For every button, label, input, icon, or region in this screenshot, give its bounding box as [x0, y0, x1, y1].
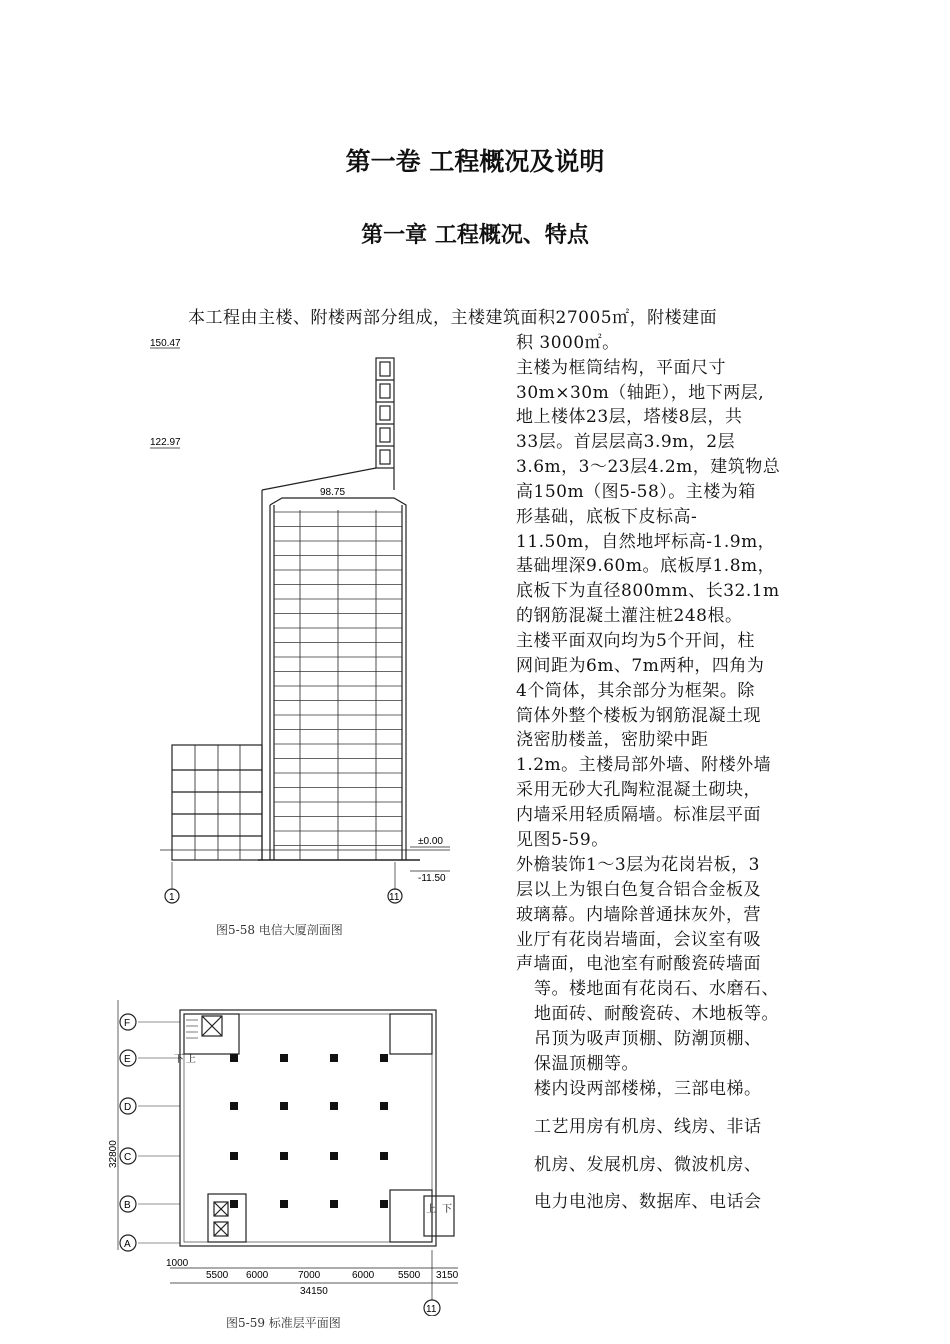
row-axis-label: E	[124, 1054, 131, 1065]
column-mark	[230, 1054, 238, 1062]
text-line: 工艺用房有机房、线房、非话	[534, 1117, 762, 1137]
axis-label: 11	[389, 892, 400, 903]
column-mark	[330, 1102, 338, 1110]
column-mark	[330, 1054, 338, 1062]
stair-label: 下	[442, 1204, 452, 1215]
text-line: 筒体外整个楼板为钢筋混凝土现	[516, 706, 761, 726]
column-mark	[280, 1054, 288, 1062]
text-line: 等。楼地面有花岗石、水磨石、	[534, 979, 779, 999]
text-line: 33层。首层层高3.9m，2层	[516, 432, 736, 452]
text-line: 地面砖、耐酸瓷砖、木地板等。	[534, 1004, 779, 1024]
text-line: 积 3000㎡。	[516, 333, 620, 353]
dimension-label: 3150	[436, 1270, 459, 1281]
text-line: 主楼为框筒结构，平面尺寸	[516, 358, 726, 378]
text-line: 机房、发展机房、微波机房、	[534, 1155, 762, 1175]
text-line: 保温顶棚等。	[534, 1054, 639, 1074]
column-mark	[330, 1152, 338, 1160]
text-line: 见图5-59。	[516, 830, 609, 850]
text-line: 采用无砂大孔陶粒混凝土砌块，	[516, 780, 761, 800]
dimension-label: 6000	[352, 1270, 375, 1281]
text-line: 1.2m。主楼局部外墙、附楼外墙	[516, 755, 772, 775]
row-axis-label: F	[124, 1018, 131, 1029]
column-mark	[230, 1152, 238, 1160]
text-line: 基础埋深9.60m。底板厚1.8m，	[516, 556, 776, 576]
text-line: 层以上为银白色复合铝合金板及	[516, 880, 761, 900]
dimension-label: 5500	[206, 1270, 229, 1281]
column-mark	[230, 1200, 238, 1208]
column-mark	[380, 1054, 388, 1062]
dimension-label: 34150	[300, 1286, 328, 1297]
column-mark	[280, 1102, 288, 1110]
text-line: 4个筒体，其余部分为框架。除	[516, 681, 755, 701]
text-line: 30m×30m（轴距），地下两层,	[516, 383, 765, 403]
axis-label: 1	[169, 892, 175, 903]
text-line: 本工程由主楼、附楼两部分组成，主楼建筑面积27005㎡，附楼建面	[188, 308, 718, 328]
text-line: 形基础，底板下皮标高-	[516, 507, 698, 527]
figure-caption: 图5-58 电信大厦剖面图	[216, 923, 343, 937]
text-line: 楼内设两部楼梯，三部电梯。	[534, 1079, 762, 1099]
text-line: 玻璃幕。内墙除普通抹灰外，营	[516, 905, 761, 925]
column-mark	[330, 1200, 338, 1208]
text-line: 外檐装饰1～3层为花岗岩板，3	[516, 855, 760, 875]
stair-label: 上	[186, 1054, 196, 1065]
column-mark	[230, 1102, 238, 1110]
dimension-label: 5500	[398, 1270, 421, 1281]
column-mark	[380, 1200, 388, 1208]
row-axis-label: A	[124, 1239, 131, 1250]
dimension-label: 7000	[298, 1270, 321, 1281]
text-line: 地上楼体23层，塔楼8层，共	[516, 407, 743, 427]
text-line: 网间距为6m、7m两种，四角为	[516, 656, 765, 676]
row-axis-label: B	[124, 1200, 131, 1211]
elevation-label: ±0.00	[418, 836, 443, 847]
text-line: 吊顶为吸声顶棚、防潮顶棚、	[534, 1029, 762, 1049]
building-section-drawing	[150, 330, 510, 910]
stair-label: 上	[426, 1204, 436, 1215]
elevation-label: 98.75	[320, 487, 346, 498]
row-axis-label: C	[124, 1152, 132, 1163]
text-line: 内墙采用轻质隔墙。标准层平面	[516, 805, 761, 825]
column-mark	[280, 1200, 288, 1208]
dimension-label: 1000	[166, 1258, 189, 1269]
dimension-label: 32800	[108, 1140, 119, 1168]
text-line: 电力电池房、数据库、电话会	[534, 1192, 762, 1212]
chapter-title: 第一章 工程概况、特点	[361, 223, 589, 248]
row-axis-label: D	[124, 1102, 132, 1113]
elevation-label: 122.97	[150, 437, 181, 448]
dimension-label: 6000	[246, 1270, 269, 1281]
text-line: 主楼平面双向均为5个开间，柱	[516, 631, 755, 651]
column-mark	[280, 1152, 288, 1160]
column-mark	[380, 1152, 388, 1160]
floor-plan-drawing	[108, 998, 468, 1316]
stair-label: 下	[174, 1054, 184, 1065]
text-line: 浇密肋楼盖，密肋梁中距	[516, 730, 709, 750]
axis-label: 11	[426, 1304, 437, 1315]
volume-title: 第一卷 工程概况及说明	[345, 147, 605, 176]
text-line: 业厅有花岗岩墙面，会议室有吸	[516, 930, 761, 950]
text-line: 11.50m，自然地坪标高-1.9m，	[516, 532, 776, 552]
elevation-label: 150.47	[150, 338, 181, 349]
text-line: 的钢筋混凝土灌注桩248根。	[516, 606, 743, 626]
figure-caption: 图5-59 标准层平面图	[226, 1316, 341, 1330]
text-line: 高150m（图5-58）。主楼为箱	[516, 482, 756, 502]
text-line: 3.6m，3～23层4.2m，建筑物总	[516, 457, 781, 477]
text-line: 声墙面，电池室有耐酸瓷砖墙面	[516, 954, 761, 974]
text-line: 底板下为直径800mm、长32.1m	[516, 581, 780, 601]
elevation-label: -11.50	[418, 873, 446, 884]
column-mark	[380, 1102, 388, 1110]
